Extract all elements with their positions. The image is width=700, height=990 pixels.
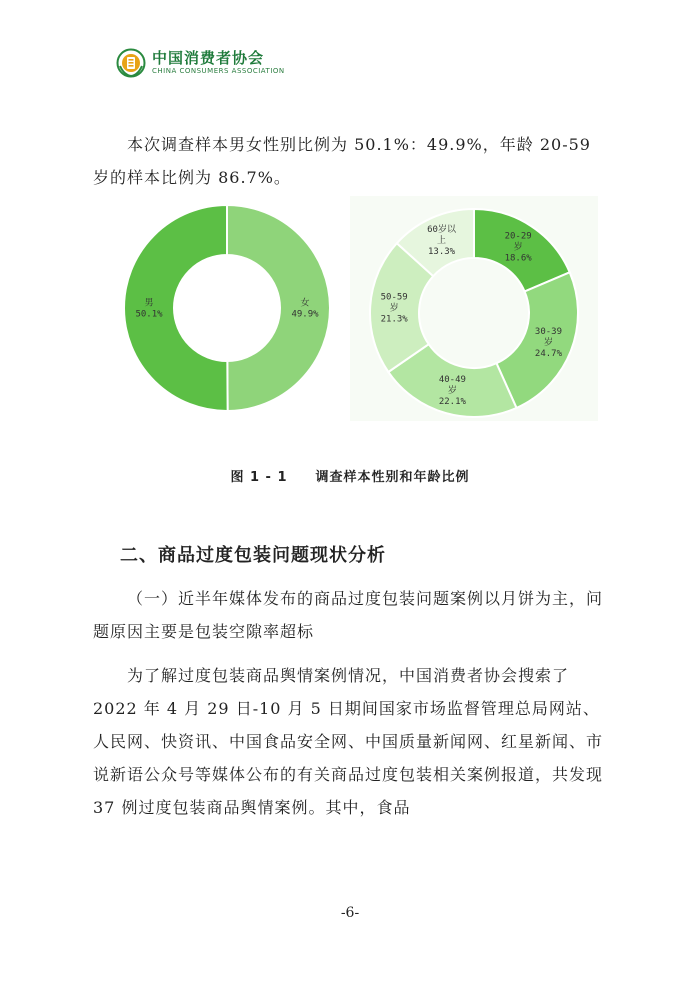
subsection-heading: （一）近半年媒体发布的商品过度包装问题案例以月饼为主，问题原因主要是包装空隙率超标	[93, 589, 604, 641]
figure-number: 图 1 - 1	[230, 470, 288, 485]
age-donut-chart	[350, 196, 598, 421]
figure-caption	[0, 466, 700, 485]
cca-emblem-icon	[116, 48, 146, 78]
gender-donut-chart	[120, 196, 335, 421]
sample-ratio-paragraph: 本次调查样本男女性别比例为 50.1%：49.9%，年龄 20-59 岁的样本比例为 86.7%。	[93, 135, 591, 187]
age-donut-svg	[350, 196, 598, 421]
age-label-4: 60岁以上 13.3%	[427, 224, 456, 257]
gender-donut-svg	[120, 196, 335, 421]
section-heading: 二、商品过度包装问题现状分析	[120, 545, 386, 566]
figure-caption-text: 调查样本性别和年龄比例	[315, 470, 470, 485]
age-slice-1	[496, 272, 578, 408]
age-label-2: 40-49 岁 22.1%	[438, 375, 466, 408]
org-name-en: CHINA CONSUMERS ASSOCIATION	[152, 67, 285, 75]
gender-label-0: 女 49.9%	[291, 298, 319, 320]
gender-slice-1	[124, 205, 228, 411]
cases-paragraph: 为了解过度包装商品舆情案例情况，中国消费者协会搜索了 2022 年 4 月 29 日-10 月 5 日期间国家市场监督管理总局网站、人民网、快资讯、中国食品安全网、中国质量新闻网、红星新闻、市说新语公众号等媒体公布的有关商品过度包装相关案例报道，共发现 37 例过度包装商品舆情案例。其中，食品	[93, 666, 604, 817]
gender-label-1: 男 50.1%	[135, 298, 163, 320]
page-number: -6-	[340, 905, 360, 921]
age-label-3: 50-59 岁 21.3%	[380, 292, 408, 325]
org-name-cn: 中国消费者协会	[152, 49, 265, 67]
age-label-0: 20-29 岁 18.6%	[504, 231, 532, 264]
gender-slice-0	[227, 205, 330, 411]
age-label-1: 30-39 岁 24.7%	[534, 327, 563, 360]
